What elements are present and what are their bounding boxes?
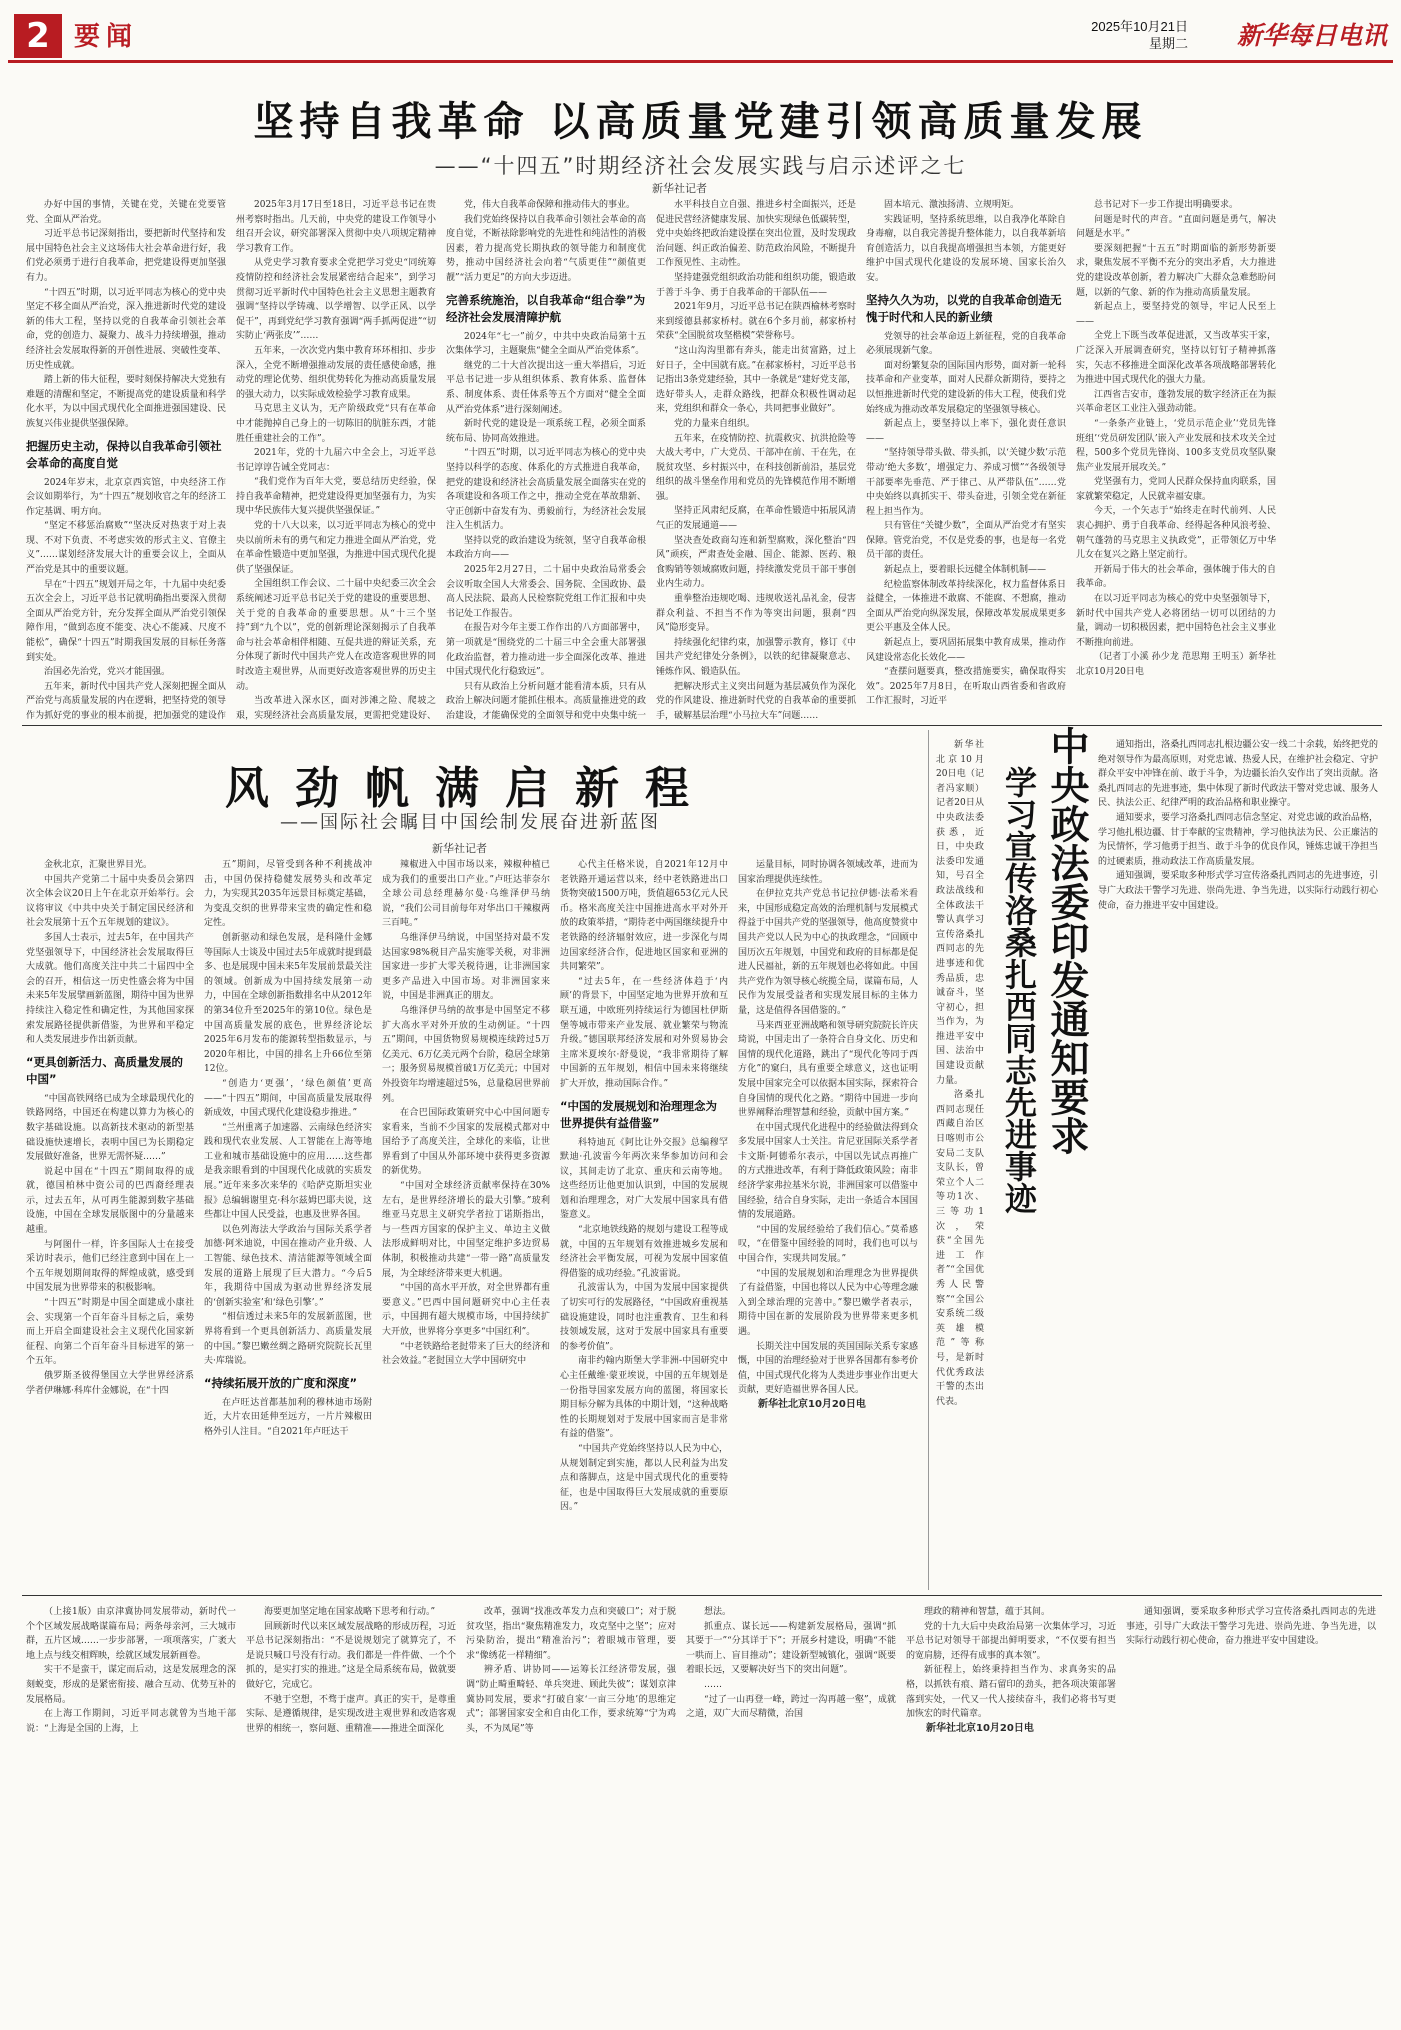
paragraph: “十四五”时期，以习近平同志为核心的党中央坚持以科学的态度、体系化的方式推进自我革命，把党的建设和经济社会高质量发展全面落实在党的各项建设和各项工作之中，推动全党在革故鼎新、守正创新中奋发有为、勇毅前行，为经济社会发展注入生机活力。 xyxy=(446,448,646,532)
bottom-column-2 xyxy=(246,1605,456,2020)
paragraph: “中国对全球经济贡献率保持在30%左右，是世界经济增长的最大引擎。”玻利维亚马克思主义研究学者拉丁诺斯指出，与一些西方国家的保护主义、单边主义做法形成鲜明对比，中国坚定维护多边贸易体制，积极推动共建“一带一路”高质量发展，为全球经济带来更大机遇。 xyxy=(382,1181,550,1279)
paragraph: 今天，一个矢志于“始终走在时代前列、人民衷心拥护、勇于自我革命、经得起各种风浪考验、朝气蓬勃的马克思主义执政党”，正带领亿万中华儿女在复兴之路上坚定前行。 xyxy=(1076,506,1276,561)
paragraph: 在以习近平同志为核心的党中央坚强领导下，新时代中国共产党人必将团结一切可以团结的力量，调动一切积极因素，把中国特色社会主义事业不断推向前进。 xyxy=(1076,594,1276,648)
bottom-column-3 xyxy=(466,1605,676,2020)
article1-subtitle: ——“十四五”时期经济社会发展实践与启示述评之七 xyxy=(434,154,967,178)
paragraph: “查摆问题要真，整改措施要实，确保取得实效”。2025年7月8日，在听取山西省委和省政府工作汇报时，习近平 xyxy=(866,667,1066,707)
paragraph: 新华社北京10月20日电（记者冯家顺）记者20日从中央政法委获悉，近日，中央政法委印发通知，号召全政法战线和全体政法干警认真学习宣传洛桑扎西同志的先进事迹和优秀品质，忠诚奋斗，坚守初心，担当作为，为推进平安中国、法治中国建设贡献力量。 xyxy=(936,740,984,1086)
subheading: 坚持久久为功，以党的自我革命创造无愧于时代和人民的新业绩 xyxy=(866,292,1062,324)
paragraph: 党，伟大自我革命保障和推动伟大的事业。 xyxy=(464,200,636,210)
paragraph: 问题是时代的声音。“直面问题是勇气，解决问题是水平。” xyxy=(1076,214,1276,240)
paragraph: “兰州重离子加速器、云南绿色经济实践和现代农业发展、人工智能在上海等地工业和城市基础设施中的应用……这些都是我亲眼看到的中国现代化成就的实质发展。”近年来多次来华的《哈萨克斯坦实业报》总编辑谢里克·科尔兹姆巴耶夫说，这些都让中国人民受益，也惠及世界各国。 xyxy=(204,1122,372,1221)
subheading: 完善系统施治，以自我革命“组合拳”为经济社会发展清障护航 xyxy=(446,292,646,324)
paragraph: “中国的高水平开放，对全世界都有重要意义。”巴西中国问题研究中心主任表示，中国拥有超大规模市场，中国持续扩大开放，世界将分享更多“中国红利”。 xyxy=(382,1283,550,1337)
paragraph: 通知强调，要采取多种形式学习宣传洛桑扎西同志的先进事迹，引导广大政法干警学习先进、崇尚先进、争当先进，以实际行动践行初心使命，奋力推进平安中国建设。 xyxy=(1126,1607,1376,1647)
masthead xyxy=(8,8,1393,63)
sidebar-body-left xyxy=(936,738,984,1588)
paragraph: 五”期间，尽管受到各种不利挑战冲击，中国仍保持稳健发展势头和改革定力，为实现其2035年远景目标奠定基础，为变乱交织的世界带来宝贵的确定性和稳定性。 xyxy=(204,860,372,929)
paragraph: “中国共产党始终坚持以人民为中心，从规划制定到实施，都以人民利益为出发点和落脚点，这是中国式现代化的重要特征，也是中国取得巨大发展成就的重要原因。” xyxy=(560,1443,728,1513)
paragraph: 海要更加坚定地在国家战略下思考和行动。” xyxy=(264,1607,436,1617)
paragraph: “中国的发展规划和治理理念为世界提供了有益借鉴，中国也将以人民为中心等理念融入到全球治理的完善中。”黎巴嫩学者表示，期待中国在新的发展阶段为世界带来更多机遇。 xyxy=(738,1268,918,1337)
article2-byline: 新华社记者 xyxy=(432,842,487,855)
paragraph: 通知指出，洛桑扎西同志扎根边疆公安一线二十余载，始终把党的绝对领导作为最高原则，对党忠诚、热爱人民，在维护社会稳定、守护群众平安中冲锋在前、敢于斗争，为边疆长治久安作出了突出贡献。洛桑扎西同志的先进事迹，集中体现了新时代政法干警对党忠诚、服务人民、执法公正、纪律严明的政治品格和职业操守。 xyxy=(1098,740,1378,809)
paragraph: 在伊拉克共产党总书记拉伊德·法希米看来，中国形成稳定高效的治理机制与发展模式得益于中国共产党的坚强领导，他高度赞赏中国共产党以人民为中心的执政理念，“回顾中国历次五年规划，中国党和政府的目标都是促进人民福祉，新的五年规划也必将如此。中国共产党作为领导核心统揽全局，谋篇布局，人民作为发展受益者和实现发展目标的主体力量，这是值得各国借鉴的。” xyxy=(738,889,918,1016)
paragraph: 全国组织工作会议、二十届中央纪委三次全会系统阐述习近平总书记关于党的建设的重要思想、关于党的自我革命的重要思想。从“十三个坚持”到“九个以”，党的创新理论深刻揭示了自我革命与社会革命相伴相随、互促共进的辩证关系，充分体现了新时代中国共产党人在改造客观世界的同时改造主观世界，从而更好改造客观世界的历史主动。 xyxy=(236,579,436,692)
article2-title: 风劲帆满启新程 xyxy=(225,763,715,814)
paragraph: “坚定不移惩治腐败”“坚决反对热衷于对上表现、不对下负责、不考虑实效的形式主义、官僚主义”……谋划经济发展大计的重要会议上，全面从严治党是其中的重要议题。 xyxy=(26,521,226,576)
paragraph: 坚持建强党组织政治功能和组织功能，锻造敢于善于斗争、勇于自我革命的干部队伍—— xyxy=(656,272,856,298)
paragraph: 党的十八大以来，以习近平同志为核心的党中央以前所未有的勇气和定力推进全面从严治党，党在革命性锻造中更加坚强，为推进中国式现代化提供了坚强保证。 xyxy=(236,521,436,575)
paragraph: 只有管住“关键少数”，全面从严治党才有坚实保障。管党治党，不仅是党委的事，也是每一名党员干部的责任。 xyxy=(866,521,1066,561)
paragraph: 重拳整治违规吃喝、违规收送礼品礼金，侵害群众利益、不担当不作为等突出问题，狠刹“四风”隐形变异。 xyxy=(656,594,856,634)
issue-date-block xyxy=(1091,18,1188,52)
paragraph: 在卢旺达首都基加利的穆林迪市场附近，大片农田延伸至远方，一片片辣椒田格外引人注目。“自2021年卢旺达干 xyxy=(204,1397,372,1437)
paragraph: 2025年2月27日，二十届中央政治局常委会会议听取全国人大常委会、国务院、全国政协、最高人民法院、最高人民检察院党组工作汇报和中央书记处工作报告。 xyxy=(446,565,646,619)
paragraph: 坚持正风肃纪反腐，在革命性锻造中拓展风清气正的发展通道—— xyxy=(656,506,856,532)
paragraph: 想法。 xyxy=(704,1607,732,1617)
paragraph: 新起点上，要着眼长远健全体制机制—— xyxy=(884,565,1047,576)
paragraph: 在上海工作期间，习近平同志就曾为当地干部说：“上海是全国的上海，上 xyxy=(26,1709,236,1734)
paragraph: “我们党作为百年大党，要总结历史经验，保持自我革命精神，把党建设得更加坚强有力，为实现中华民族伟大复兴提供坚强保证。” xyxy=(236,477,436,517)
paragraph: 辨矛盾、讲协同——运筹长江经济带发展，强调“防止畸重畸轻、单兵突进、顾此失彼”；谋划京津冀协同发展，要求“打破自家‘一亩三分地’的思维定式”；部署国家安全和自由化工作，要求统筹“宁为鸡头，不为凤尾”等 xyxy=(466,1665,676,1734)
paragraph: 开新局于伟大的社会革命，强体魄于伟大的自我革命。 xyxy=(1076,564,1276,590)
paragraph: 坚决查处政商勾连和新型腐败，深化整治“四风”顽疾，严肃查处金融、国企、能源、医药、粮食购销等领域腐败问题，持续激发党员干部干事创业内生动力。 xyxy=(656,535,856,590)
article2-column-3 xyxy=(382,858,550,1578)
paragraph: 说起中国在“十四五”期间取得的成就，德国柏林中资公司的巴西裔经理表示，过去五年，从可再生能源到数字基础设施，中国在全球发展版图中的分量越来越重。 xyxy=(26,1166,194,1236)
paragraph: 金秋北京，汇聚世界目光。 xyxy=(44,860,153,870)
paragraph: 在报告对今年主要工作作出的八方面部署中，第一项就是“围绕党的二十届三中全会重大部署强化政治监督，着力推动进一步全面深化改革、推进中国式现代化行稳致远”。 xyxy=(446,623,646,678)
paragraph: 新起点上，要巩固拓展集中教育成果，推动作风建设常态化长效化—— xyxy=(866,638,1066,663)
paragraph: 持续强化纪律约束，加强警示教育，修订《中国共产党纪律处分条例》，以铁的纪律凝聚意志、锤炼作风、锻造队伍。 xyxy=(656,637,856,677)
paragraph: “过去5年，在一些经济体趋于‘内顾’的背景下，中国坚定地为世界开放和互联互通，中欧班列持续运行为德国杜伊斯堡等城市带来产业发展、就业繁荣与物流升级。”德国联邦经济发展和对外贸易协会主席米夏埃尔·舒曼说，“我非常期待了解中国新的五年规划，相信中国未来将继续扩大开放，推动国际合作。” xyxy=(560,976,728,1089)
paragraph: 面对纷繁复杂的国际国内形势，面对新一轮科技革命和产业变革，面对人民群众新期待，要持之以恒推进新时代党的建设新的伟大工程，使我们党始终成为推动改革发展稳定的坚强领导核心。 xyxy=(866,360,1066,415)
paragraph: “过了一山再登一峰，跨过一沟再越一壑”，成就之道，双广大而尽精微，治国 xyxy=(686,1694,896,1720)
article2-column-4 xyxy=(560,858,728,1578)
paragraph: 孔波雷认为，中国为发展中国家提供了切实可行的发展路径，“中国政府重视基础设施建设，同时也注重教育、卫生和科技领域发展，这对于发展中国家具有重要的参考价值”。 xyxy=(560,1283,728,1352)
paragraph: 治国必先治党，党兴才能国强。 xyxy=(44,667,171,678)
paragraph: “十四五”时期，以习近平同志为核心的党中央坚定不移全面从严治党，深入推进新时代党的建设新的伟大工程，坚持以党的自我革命引领社会革命，党的创造力、凝聚力、战斗力持续增强，推动经济社会发展取得新的开创性进展、突破性变革、历史性成就。 xyxy=(26,287,226,371)
paragraph: “坚持领导带头做、带头抓，以‘关键少数’示范带动‘绝大多数’，增强定力、养成习惯”“各级领导干部要率先垂范、严于律己、从严带队伍”……党中央始终以真抓实干、带头奋进，引领全党在新征程上担当作为。 xyxy=(866,448,1066,517)
paragraph: 我们党始终保持以自我革命引领社会革命的高度自觉，不断祛除影响党的先进性和纯洁性的消极因素，着力提高党长期执政的领导能力和制度优势，推动中国经济社会向着“气质更佳”“颜值更靓”“活力更足”的方向大步迈进。 xyxy=(446,214,646,283)
paragraph: 回顾新时代以来区域发展战略的形成历程，习近平总书记深刻指出：“不是说规划完了就算完了，不是说只喊口号没有行动。我们都是一件件做、一个个抓的，是实打实的推进。”这是全局系统布局，做就要做好它，完成它。 xyxy=(246,1621,456,1690)
paragraph: “十四五”时期是中国全面建成小康社会、实现第一个百年奋斗目标之后，乘势而上开启全面建设社会主义现代化国家新征程、向第二个百年奋斗目标进军的第一个五年。 xyxy=(26,1298,194,1367)
article2-column-2 xyxy=(204,858,372,1578)
paragraph: 科特迪瓦《阿比让外交报》总编穆罕默迪·孔波雷今年两次来华参加访问和会议，其间走访了北京、重庆和云南等地。这些经历让他更加认识到，中国的发展规划和治理理念，对广大发展中国家具有借鉴意义。 xyxy=(560,1137,728,1221)
paragraph: 辣椒进入中国市场以来，辣椒种植已成为我们的重要出口产业。”卢旺达菲奈尔全球公司总经理赫尔曼·乌维泽伊马纳说，“我们公司目前每年对华出口干辣椒两三百吨。” xyxy=(382,860,550,929)
article2-column-1 xyxy=(26,858,194,1578)
paragraph: 2021年，党的十九届六中全会上，习近平总书记谆谆告诫全党同志： xyxy=(236,448,436,473)
paragraph: 抓重点、谋长远——构建新发展格局，强调“抓其要于一”“分其详于下”；开展乡村建设，明确“不能一哄而上、盲目推动”；建设新型城镇化，强调“既要着眼长远，又要解决好当下的突出问题”。 xyxy=(686,1621,896,1676)
paragraph: 要深刻把握“十五五”时期面临的新形势新要求，聚焦发展不平衡不充分的突出矛盾，大力推进党的建设改革创新，着力解决广大群众急难愁盼问题，以新的气象、新的作为推动高质量发展。 xyxy=(1076,243,1276,298)
paragraph: 习近平总书记深刻指出，要把新时代坚持和发展中国特色社会主义这场伟大社会革命进行好，我们党必须勇于进行自我革命，把党建设得更加坚强有力。 xyxy=(26,229,226,283)
paragraph: “一条条产业链上，‘党员示范企业’‘党员先锋班组’‘党员研发团队’嵌入产业发展和技术攻关全过程，500多个党员先锋岗、100多支党员攻坚队聚焦产业发展开展攻关。” xyxy=(1076,418,1276,473)
sidebar-subtitle: 学习宣传洛桑扎西同志先进事迹 xyxy=(1000,766,1038,1214)
paragraph: 新时代党的建设是一项系统工程，必须全面系统布局、协同高效推进。 xyxy=(446,419,646,444)
paragraph: （上接1版）由京津冀协同发展带动，新时代一个个区域发展战略谋篇布局；两条母亲河，三大城市群，五片区域……一步步部署，一项项落实，广袤大地上点与线交相辉映，绘就区域发展新画卷。 xyxy=(26,1607,236,1661)
article1-column-6 xyxy=(1076,198,1276,720)
paragraph: 中国共产党第二十届中央委员会第四次全体会议20日上午在北京开始举行。会议将审议《中共中央关于制定国民经济和社会发展第十五个五年规划的建议》。 xyxy=(26,874,194,929)
article1-byline: 新华社记者 xyxy=(652,182,707,195)
bottom-column-4 xyxy=(686,1605,896,2020)
paragraph: 新起点上，要坚持党的领导，牢记人民至上—— xyxy=(1076,302,1276,327)
paragraph: 固本培元、激浊扬清、立规明矩。 xyxy=(884,200,1020,210)
bottom-column-6 xyxy=(1126,1605,1376,2020)
paragraph: “相信透过未来5年的发展新蓝图，世界将看到一个更具创新活力、高质量发展的中国。”黎巴嫩丝绸之路研究院院长瓦里夫·库瑞说。 xyxy=(204,1312,372,1367)
paragraph: 创新驱动和绿色发展，是科隆什金娜等国际人士谈及中国过去5年成就时提到最多、也是展现中国未来5年发展前景最关注的领域。创新成为中国持续发展第一动力，中国在全球创新指数排名中从2012年的第34位升至2025年的第10位。绿色是中国高质量发展的底色，世界经济论坛2025年6月发布的能源转型指数显示，与2020年相比，中国的排名上升66位至第12位。 xyxy=(204,932,372,1075)
bottom-column-5 xyxy=(906,1605,1116,2020)
paragraph: “中国高铁网络已成为全球最现代化的铁路网络，中国还在构建以算力为核心的数字基础设施。以高新技术驱动的新型基础设施快速增长，表明中国已为长期稳定发展做好准备，世界无需怀疑……” xyxy=(26,1093,194,1163)
subheading: “中国的发展规划和治理理念为世界提供有益借鉴” xyxy=(560,1098,718,1130)
bottom-divider xyxy=(22,1595,1382,1596)
paragraph: 乌维泽伊马纳说，中国坚持对最不发达国家98%税目产品实施零关税，对非洲国家进一步扩大零关税待遇，让非洲国家更多产品进入中国市场。对非洲国家来说，中国是非洲真正的朋友。 xyxy=(382,932,550,1002)
article1-column-3 xyxy=(446,198,646,720)
paragraph: 党坚强有力，党同人民群众保持血肉联系，国家就繁荣稳定，人民就幸福安康。 xyxy=(1076,477,1276,502)
paragraph: 江西省吉安市，蓬勃发展的数字经济正在为振兴革命老区工业注入强劲动能。 xyxy=(1076,389,1276,415)
paragraph: 水平科技自立自强、推进乡村全面振兴，还是促进民营经济健康发展、加快实现绿色低碳转型，党中央始终把政治建设摆在突出位置，及时发现政治问题、纠正政治偏差、防范政治风险，不断提升工作预见性、主动性。 xyxy=(656,200,856,269)
issue-date: 2025年10月21日 xyxy=(1091,19,1188,34)
brand-logo: 新华每日电讯 xyxy=(1236,21,1387,50)
paragraph: 党的十九大后中央政治局第一次集体学习，习近平总书记对领导干部提出鲜明要求，“不仅要有担当的宽肩膀，还得有成事的真本领”。 xyxy=(906,1621,1116,1661)
issue-weekday: 星期二 xyxy=(1148,36,1188,51)
paragraph: 全党上下既当改革促进派，又当改革实干家，广泛深入开展调查研究，坚持以钉钉子精神抓落实，矢志不移推进全面深化改革各项战略部署转化为推进中国式现代化的强大力量。 xyxy=(1076,331,1276,386)
article1-column-5 xyxy=(866,198,1066,720)
paragraph: 洛桑扎西同志现任西藏自治区日喀则市公安局二支队支队长，曾荣立个人二等功1次、三等功1次，荣获“全国先进工作者”“全国优秀人民警察”“全国公安系统二级英雄模范”等称号，是新时代优秀政法干警的杰出代表。 xyxy=(936,1090,984,1407)
paragraph: 踏上新的伟大征程，要时刻保持解决大党独有难题的清醒和坚定，不断提高党的建设质量和科学化水平，为以中国式现代化全面推进强国建设、民族复兴伟业提供坚强保障。 xyxy=(26,375,226,429)
paragraph: 纪检监察体制改革持续深化，权力监督体系日益健全，一体推进不敢腐、不能腐、不想腐，推动全面从严治党向纵深发展，保障改革发展成果更多更公平惠及全体人民。 xyxy=(866,579,1066,634)
sidebar-body-right xyxy=(1098,738,1378,1588)
paragraph: “创造力‘更强’，‘绿色颜值’更高——“十四五”期间，中国高质量发展取得新成效，中国式现代化建设稳步推进。” xyxy=(204,1078,372,1119)
article2-column-5 xyxy=(738,858,918,1578)
paragraph: 党领导的社会革命迈上新征程，党的自我革命必须展现新气象。 xyxy=(866,331,1066,357)
paragraph: 实践证明，坚持系统思维，以自我净化革除自身毒瘤，以自我完善提升整体能力，以自我革新培育创造活力，以自我提高增强担当本领，方能更好维护中国式现代化建设的发展环境、国家长治久安。 xyxy=(866,214,1066,283)
paragraph: 坚持以党的政治建设为统领，坚守自我革命根本政治方向—— xyxy=(446,535,646,561)
subheading: 把握历史主动，保持以自我革命引领社会革命的高度自觉 xyxy=(26,438,222,470)
paragraph: 办好中国的事情，关键在党，关键在党要管党、全面从严治党。 xyxy=(26,200,226,225)
paragraph: 与阿图什一样，许多国际人士在接受采访时表示，他们已经注意到中国在上一个五年规划期间取得的辉煌成就，感受到中国发展为世界带来的积极影响。 xyxy=(26,1239,194,1294)
paragraph: 把解决形式主义突出问题为基层减负作为深化党的作风建设、推进新时代党的自我革命的重要抓手，破解基层治理“小马拉大车”问题…… xyxy=(656,681,856,720)
subheading: “持续拓展开放的广度和深度” xyxy=(204,1375,358,1390)
sidebar-divider xyxy=(928,730,929,1590)
page-number: 2 xyxy=(14,14,62,58)
paragraph: 乌维泽伊马纳的故事是中国坚定不移扩大高水平对外开放的生动例证。“十四五”期间，中国货物贸易规模连续跨过5万亿美元、6万亿美元两个台阶，稳居全球第一；服务贸易规模首破1万亿美元；中国对外投资年均增速超过5%，总量稳居世界前列。 xyxy=(382,1005,550,1104)
paragraph: 2025年3月17日至18日，习近平总书记在贵州考察时指出。几天前，中央党的建设工作领导小组召开会议，研究部署深入贯彻中央八项规定精神学习教育工作。 xyxy=(236,200,436,254)
paragraph: 南非约翰内斯堡大学非洲-中国研究中心主任戴维·蒙亚埃说，中国的五年规划是一份指导国家发展方向的蓝图，将国家长期目标分解为具体的中期计划，“这种战略性的长期规划对于发展中国家而言是非常有益的借鉴”。 xyxy=(560,1356,728,1440)
paragraph: 只有从政治上分析问题才能看清本质，只有从政治上解决问题才能抓住根本。高质量推进党的政治建设，才能确保党的全面领导和党中央集中统一 xyxy=(446,681,646,720)
paragraph: 理政的精神和智慧，蕴于其间。 xyxy=(924,1607,1051,1617)
paragraph: 运量目标，同时协调各领域改革，进而为国家治理提供连续性。 xyxy=(738,860,918,885)
article1-column-4 xyxy=(656,198,856,720)
paragraph: 不驰于空想，不骛于虚声。真正的实干，是尊重实际、是遵循规律，是实现改进主观世界和改造客观世界的相统一，察问题、重精准——推进全面深化 xyxy=(246,1694,456,1734)
paragraph: 2024年“七一”前夕，中共中央政治局第十五次集体学习，主题聚焦“健全全面从严治党体系”。 xyxy=(446,331,646,357)
paragraph: 多国人士表示，过去5年，在中国共产党坚强领导下，中国经济社会发展取得巨大成就。他们高度关注中共二十届四中全会的召开，相信这一历史性盛会将为中国未来5年发展擘画新蓝图，期待中国为世界持续注入稳定性和确定性，为其他国家探索发展路径提供新借鉴，为世界和平稳定和人类发展进步作出新贡献。 xyxy=(26,932,194,1046)
paragraph: 通知强调，要采取多种形式学习宣传洛桑扎西同志的先进事迹，引导广大政法干警学习先进、崇尚先进、争当先进，以实际行动践行初心使命，奋力推进平安中国建设。 xyxy=(1098,871,1378,911)
paragraph: 以色列海法大学政治与国际关系学者加德·阿米迪说，中国在推动产业升级、人工智能、绿色技术、清洁能源等领域全面发展的道路上展现了巨大潜力。“今后5年，我期待中国成为驱动世界经济发展的‘创新实验室’和‘绿色引擎’。” xyxy=(204,1224,372,1308)
paragraph: 马来西亚亚洲战略和领导研究院院长许庆琦说，中国走出了一条符合自身文化、历史和国情的现代化道路，跳出了“现代化等同于西方化”的窠臼，具有重要全球意义，这也证明发展中国家完全可以依据本国实际，探索符合自身国情的现代化之路。“期待中国进一步向世界阐释治理智慧和经验，贡献中国方案。” xyxy=(738,1020,918,1119)
paragraph: 五年来，在疫情防控、抗震救灾、抗洪抢险等大战大考中，广大党员、干部冲在前、干在先，在脱贫攻坚、乡村振兴中，在科技创新前沿，基层党组织的战斗堡垒作用和党员的先锋模范作用不断增强。 xyxy=(656,433,856,502)
paragraph: 在合巴国际政策研究中心中国问题专家看来，当前不少国家的发展模式都对中国给予了高度关注，全球化的来临，让世界看到了中国从外部环境中获得更多资源的新优势。 xyxy=(382,1108,550,1177)
article1-column-1 xyxy=(26,198,226,720)
article2-subtitle: ——国际社会瞩目中国绘制发展奋进新蓝图 xyxy=(280,812,660,833)
paragraph: 五年来，一次次党内集中教育环环相扣、步步深入，全党不断增强推动发展的责任感使命感，推动党的理论优势、组织优势转化为推动高质量发展的强大动力，以实际成效检验学习教育成果。 xyxy=(236,345,436,400)
paragraph: （记者丁小溪 孙少龙 范思翔 王明玉）新华社北京10月20日电 xyxy=(1076,652,1276,677)
paragraph: 从党史学习教育要求全党把学习党史“同统筹疫情防控和经济社会发展紧密结合起来”，到学习贯彻习近平新时代中国特色社会主义思想主题教育强调“坚持以学铸魂、以学增智、以学正风、以学促干”，再到党纪学习教育强调“两手抓两促进”“切实防止‘两张皮’”…… xyxy=(236,258,436,342)
paragraph: 长期关注中国发展的英国国际关系专家感慨，中国的治理经验对于世界各国都有参考价值，中国式现代化将为人类进步事业作出更大贡献，更好造福世界各国人民。 xyxy=(738,1341,918,1396)
paragraph: 心代主任格米说，自2021年12月中老铁路开通运营以来，经中老铁路进出口货物突破1500万吨，货值超653亿元人民币。格米高度关注中国推进高水平对外开放的政策举措，“期待老中两国继续提升中老铁路的经济辐射效应，进一步深化与周边国家经济合作，促进地区国家和亚洲的共同繁荣”。 xyxy=(560,860,728,973)
sidebar-title: 中央政法委印发通知要求 xyxy=(1044,726,1090,1155)
paragraph: “中国的发展经验给了我们信心。”莫希感叹，“在借鉴中国经验的同时，我们也可以与中国合作，实现共同发展。” xyxy=(738,1224,918,1265)
paragraph: 2021年9月，习近平总书记在陕西榆林考察时来到绥德县郝家桥村。就在6个多月前，郝家桥村荣获“全国脱贫攻坚楷模”荣誉称号。 xyxy=(656,302,856,342)
bottom-column-1 xyxy=(26,1605,236,2020)
paragraph: 在中国式现代化进程中的经验做法得到众多发展中国家人士关注。肯尼亚国际关系学者卡文斯·阿德希尔表示，中国以先试点再推广的方式推进改革，有利于降低政策风险；南非经济学家弗拉基米尔说，非洲国家可以借鉴中国经验，结合自身实际，走出一条适合本国国情的发展道路。 xyxy=(738,1122,918,1221)
paragraph: “中老铁路给老挝带来了巨大的经济和社会效益。”老挝国立大学中国研究中 xyxy=(382,1341,550,1367)
article1-column-2 xyxy=(236,198,436,720)
paragraph: …… xyxy=(704,1679,722,1690)
paragraph: 早在“十四五”规划开局之年，十九届中央纪委五次全会上，习近平总书记就明确指出要深入贯彻全面从严治党方针，充分发挥全面从严治党引领保障作用，“做到态度不能变、决心不能减、尺度不能松”，确保“十四五”时期我国发展的目标任务落到实处。 xyxy=(26,579,226,663)
paragraph: 五年来，新时代中国共产党人深刻把握全面从严治党与高质量发展的内在逻辑，把坚持党的领导作为抓好党的事业的根本前提，把加强党的建设作 xyxy=(26,681,226,720)
paragraph: 俄罗斯圣彼得堡国立大学世界经济系学者伊琳娜·科库什金娜说，在“十四 xyxy=(26,1371,194,1396)
subheading: “更具创新活力、高质量发展的中国” xyxy=(26,1054,184,1086)
paragraph: 改革，强调“找准改革发力点和突破口”；对于脱贫攻坚，指出“聚焦精准发力，攻克坚中之坚”；应对污染防治，提出“精准治污”；着眼城市管理，要求“像绣花一样精细”。 xyxy=(466,1607,676,1661)
paragraph: 马克思主义认为，无产阶级政党“只有在革命中才能抛掉自己身上的一切陈旧的肮脏东西，才能胜任重建社会的工作”。 xyxy=(236,404,436,444)
paragraph: “这山沟沟里都有奔头，能走出贫富路，过上好日子，全中国就有底。”在郝家桥村，习近平总书记指出3条党建经验，其中一条就是“建好党支部，选好带头人，走群众路线，把群众积极性调动起来，党组织和群众一条心，共同把事业做好”。 xyxy=(656,345,856,415)
paragraph: “北京地铁线路的规划与建设工程等成就，中国的五年规划有效推进城乡发展和经济社会平衡发展，可视为发展中国家值得借鉴的成功经验。”孔波雷说。 xyxy=(560,1225,728,1279)
section-name: 要闻 xyxy=(74,22,139,52)
paragraph: 继党的二十大首次提出这一重大举措后，习近平总书记进一步从组织体系、教育体系、监督体系、制度体系、责任体系等五个方面对“健全全面从严治党体系”进行深刻阐述。 xyxy=(446,360,646,415)
paragraph: 新起点上，要坚持以上率下，强化责任意识—— xyxy=(866,419,1066,444)
paragraph: 新华社北京10月20日电 xyxy=(758,1398,866,1410)
paragraph: 党的力量来自组织。 xyxy=(674,418,756,429)
paragraph: 实干不是蛮干，谋定而后动，这是发展理念的深刻蜕变，形成的是紧密衔接、融合互动、优势互补的发展格局。 xyxy=(26,1665,236,1705)
article1-title: 坚持自我革命 以高质量党建引领高质量发展 xyxy=(253,98,1148,145)
paragraph: 总书记对下一步工作提出明确要求。 xyxy=(1094,200,1239,210)
paragraph: 当改革进入深水区，面对涉滩之险、爬坡之艰，实现经济社会高质量发展，更需把党建设好、 xyxy=(236,696,436,720)
paragraph: 通知要求，要学习洛桑扎西同志信念坚定、对党忠诚的政治品格，学习他扎根边疆、甘于奉献的宝贵精神，学习他执法为民、公正廉洁的为民情怀，学习他勇于担当、敢于斗争的优良作风，锤炼忠诚干净担当的过硬素质，推动政法工作高质量发展。 xyxy=(1098,812,1378,867)
paragraph: 新征程上，始终秉持担当作为、求真务实的品格，以抓铁有痕、踏石留印的劲头，把各项决策部署落到实处，一代又一代人接续奋斗，我们必将书写更加恢宏的时代篇章。 xyxy=(906,1665,1116,1720)
section-divider xyxy=(22,725,1382,726)
paragraph: 2024年岁末，北京京西宾馆，中央经济工作会议如期举行，为“十四五”规划收官之年的经济工作定基调、明方向。 xyxy=(26,477,226,517)
paragraph: 新华社北京10月20日电 xyxy=(926,1722,1034,1734)
